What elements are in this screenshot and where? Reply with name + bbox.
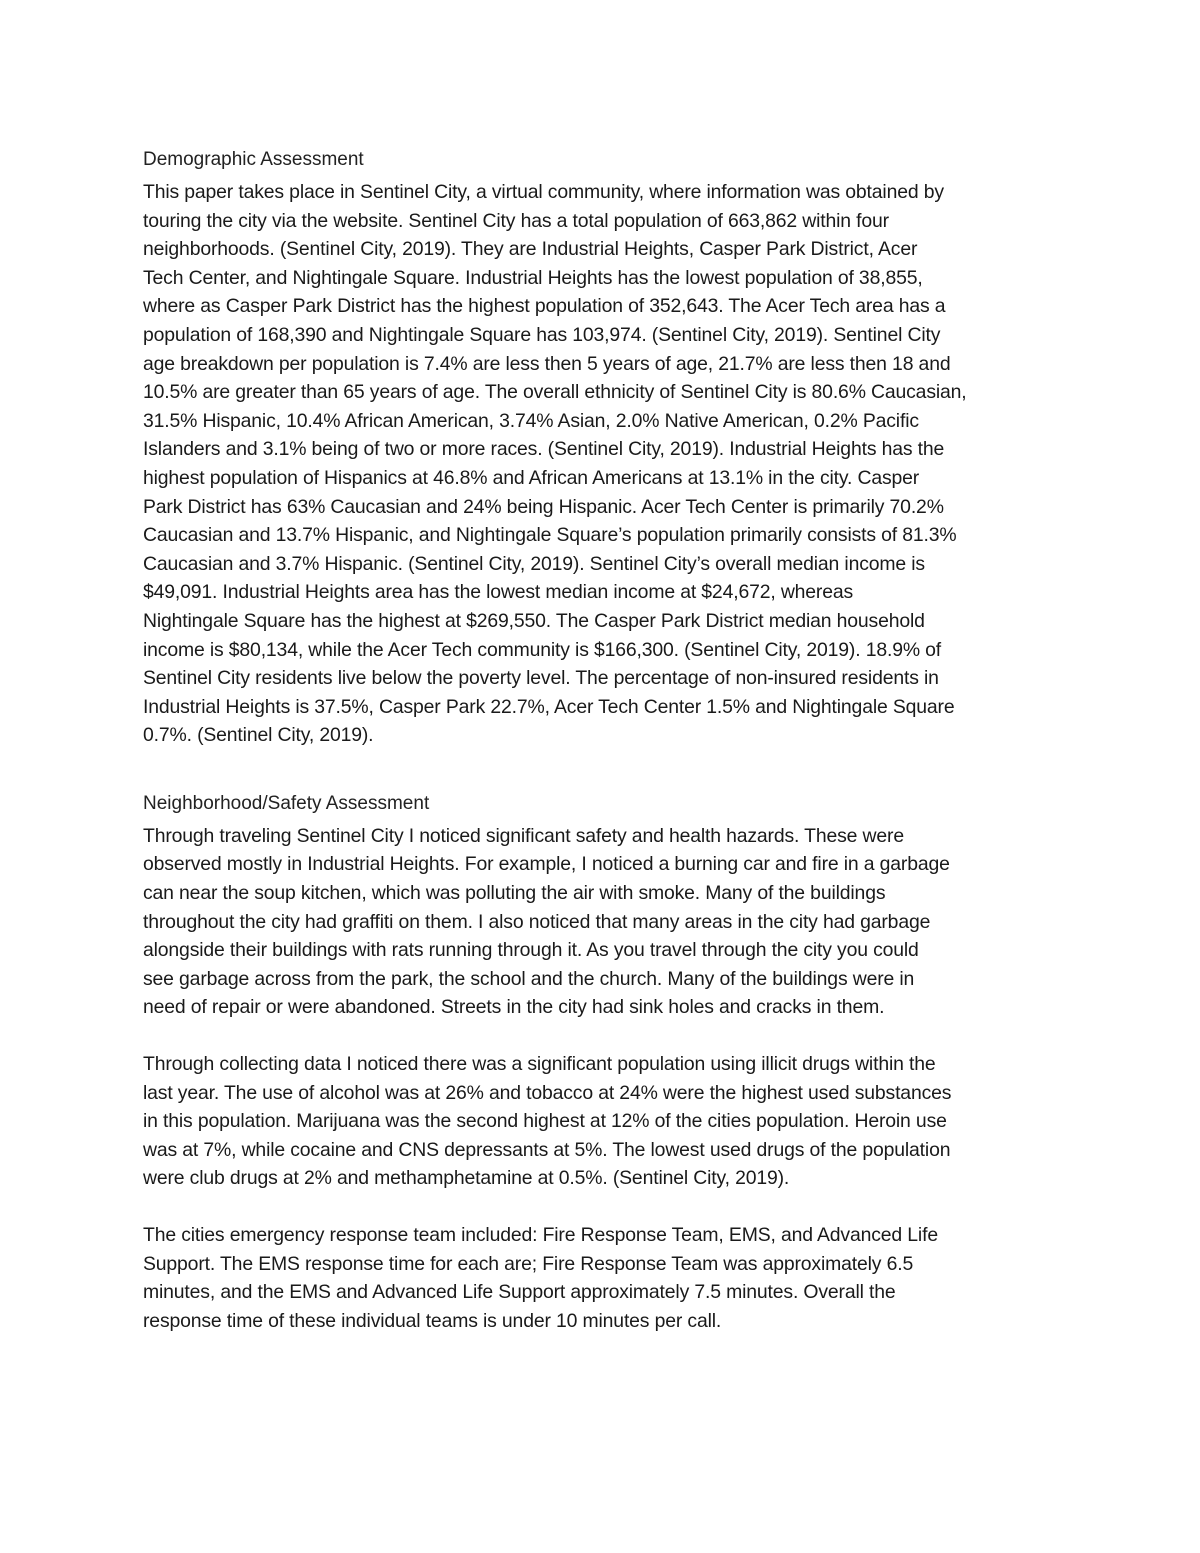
text-line: 0.7%. (Sentinel City, 2019). — [143, 724, 374, 747]
text-line: in this population. Marijuana was the second highest at 12% of the cities population. Heroin use — [143, 1110, 947, 1133]
text-line: Through collecting data I noticed there was a significant population using illicit drugs within the — [143, 1053, 936, 1076]
text-line: see garbage across from the park, the school and the church. Many of the buildings were in — [143, 967, 915, 990]
section-neighborhood-safety-assessment — [143, 790, 1068, 1336]
section-spacer — [143, 750, 1068, 790]
text-line: Caucasian and 3.7% Hispanic. (Sentinel City, 2019). Sentinel City’s overall median income is — [143, 552, 925, 575]
text-line: alongside their buildings with rats running through it. As you travel through the city you could — [143, 939, 919, 962]
text-line: throughout the city had graffiti on them. I also noticed that many areas in the city had garbage — [143, 910, 931, 933]
text-line: need of repair or were abandoned. Streets in the city had sink holes and cracks in them. — [143, 996, 885, 1019]
text-line: Islanders and 3.1% being of two or more races. (Sentinel City, 2019). Industrial Heights has the — [143, 438, 945, 461]
paragraph — [143, 1221, 1068, 1335]
paragraph — [143, 178, 1068, 750]
text-line: The cities emergency response team included: Fire Response Team, EMS, and Advanced Life — [143, 1224, 938, 1246]
section-heading: Demographic Assessment — [143, 149, 364, 170]
text-line: can near the soup kitchen, which was polluting the air with smoke. Many of the buildings — [143, 882, 886, 905]
text-line: was at 7%, while cocaine and CNS depressants at 5%. The lowest used drugs of the population — [143, 1138, 951, 1161]
paragraph-spacer — [143, 1022, 1068, 1050]
text-line: income is $80,134, while the Acer Tech community is $166,300. (Sentinel City, 2019). 18.9% of — [143, 638, 942, 661]
text-line: 31.5% Hispanic, 10.4% African American, 3.74% Asian, 2.0% Native American, 0.2% Pacific — [143, 409, 919, 432]
text-line: response time of these individual teams is under 10 minutes per call. — [143, 1309, 722, 1332]
text-line: touring the city via the website. Sentinel City has a total population of 663,862 within four — [143, 209, 889, 232]
text-line: This paper takes place in Sentinel City, a virtual community, where information was obtained by — [143, 181, 944, 203]
text-line: Nightingale Square has the highest at $269,550. The Casper Park District median household — [143, 609, 925, 632]
text-line: last year. The use of alcohol was at 26% and tobacco at 24% were the highest used substances — [143, 1081, 952, 1104]
text-line: minutes, and the EMS and Advanced Life Support approximately 7.5 minutes. Overall the — [143, 1281, 896, 1304]
text-line: Park District has 63% Caucasian and 24% being Hispanic. Acer Tech Center is primarily 70.2% — [143, 495, 944, 518]
text-line: Support. The EMS response time for each are; Fire Response Team was approximately 6.5 — [143, 1252, 914, 1275]
text-line: Tech Center, and Nightingale Square. Industrial Heights has the lowest population of 38,855, — [143, 266, 923, 289]
text-line: age breakdown per population is 7.4% are less then 5 years of age, 21.7% are less then 18 and — [143, 352, 951, 375]
text-line: were club drugs at 2% and methamphetamine at 0.5%. (Sentinel City, 2019). — [143, 1167, 790, 1190]
paragraph — [143, 822, 1068, 1022]
text-line: $49,091. Industrial Heights area has the lowest median income at $24,672, whereas — [143, 581, 854, 604]
text-line: highest population of Hispanics at 46.8% and African Americans at 13.1% in the city. Casper — [143, 466, 920, 489]
section-heading: Neighborhood/Safety Assessment — [143, 792, 430, 814]
text-line: 10.5% are greater than 65 years of age. The overall ethnicity of Sentinel City is 80.6% Caucasian, — [143, 381, 967, 404]
text-line: Caucasian and 13.7% Hispanic, and Nightingale Square’s population primarily consists of 81.3% — [143, 524, 957, 547]
text-line: Sentinel City residents live below the poverty level. The percentage of non-insured residents in — [143, 667, 939, 690]
text-line: observed mostly in Industrial Heights. For example, I noticed a burning car and fire in a garbage — [143, 853, 950, 876]
text-line: Industrial Heights is 37.5%, Casper Park 22.7%, Acer Tech Center 1.5% and Nightingale Square — [143, 695, 955, 718]
document-page — [143, 146, 1068, 1335]
paragraph-spacer — [143, 1193, 1068, 1221]
text-line: population of 168,390 and Nightingale Square has 103,974. (Sentinel City, 2019). Sentinel City — [143, 323, 941, 346]
text-line: where as Casper Park District has the highest population of 352,643. The Acer Tech area has a — [143, 295, 946, 318]
text-line: Through traveling Sentinel City I noticed significant safety and health hazards. These were — [143, 824, 904, 847]
paragraph — [143, 1050, 1068, 1193]
text-line: neighborhoods. (Sentinel City, 2019). They are Industrial Heights, Casper Park District, Acer — [143, 238, 918, 261]
section-demographic-assessment — [143, 146, 1068, 750]
